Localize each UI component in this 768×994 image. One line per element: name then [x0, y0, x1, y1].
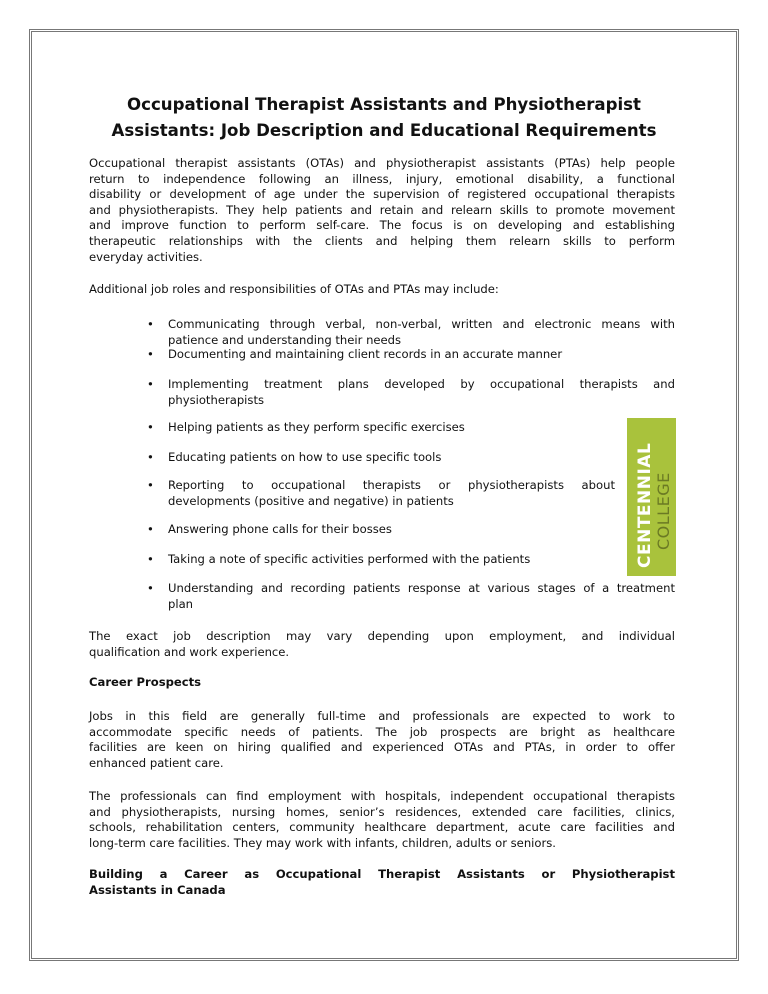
- list-item-text: [168, 347, 675, 363]
- text-line: Taking a note of specific activities performed with the patients: [168, 552, 531, 566]
- job-note-paragraph: [89, 629, 675, 660]
- text-line: and physiotherapists. They help patients and retain and relearn skills to promote movement: [89, 202, 675, 217]
- text-line: schools, rehabilitation centers, community healthcare department, acute care facilities and: [89, 820, 675, 835]
- text-line: Additional job roles and responsibilities of OTAs and PTAs may include:: [89, 282, 499, 296]
- text-line: facilities are keen on hiring qualified and experienced OTAs and PTAs, in order to offer: [89, 740, 675, 755]
- intro-paragraph: [89, 156, 675, 265]
- text-line: disability or development of age under the supervision of registered occupational therapists: [89, 187, 675, 202]
- text-line: long-term care facilities. They may work with infants, children, adults or seniors.: [89, 835, 556, 850]
- text-line: Implementing treatment plans developed by occupational therapists and: [168, 377, 675, 391]
- text-line: Documenting and maintaining client records in an accurate manner: [168, 347, 563, 361]
- text-line: Assistants in Canada: [89, 882, 226, 897]
- text-line: Jobs in this field are generally full-time and professionals are expected to work to: [89, 709, 675, 723]
- text-line: Answering phone calls for their bosses: [168, 522, 392, 536]
- title-line: Occupational Therapist Assistants and Physiotherapist: [127, 95, 641, 114]
- text-line: physiotherapists: [168, 392, 265, 407]
- text-line: The professionals can find employment with hospitals, independent occupational therapists: [89, 789, 675, 803]
- text-line: plan: [168, 596, 194, 611]
- career-paragraph-1: [89, 709, 675, 771]
- list-item-text: [168, 450, 615, 466]
- text-line: Building a Career as Occupational Therapist Assistants or Physiotherapist: [89, 867, 675, 881]
- text-line: developments (positive and negative) in patients: [168, 493, 454, 508]
- bullet-icon: •: [147, 522, 154, 536]
- title-line: Assistants: Job Description and Educational Requirements: [111, 121, 657, 140]
- text-line: and improve function to perform self-care. The focus is on developing and establishing: [89, 218, 675, 233]
- roles-intro-paragraph: [89, 282, 675, 298]
- list-item-text: [168, 552, 615, 568]
- text-line: Occupational therapist assistants (OTAs) and physiotherapist assistants (PTAs) help people: [89, 156, 675, 170]
- text-line: The exact job description may vary depending upon employment, and individual: [89, 629, 675, 643]
- logo-word-centennial: CENTENNIAL: [635, 442, 655, 568]
- list-item-text: [168, 317, 675, 348]
- text-line: Career Prospects: [89, 675, 202, 689]
- bullet-icon: •: [147, 420, 154, 434]
- bullet-icon: •: [147, 552, 154, 566]
- text-line: Educating patients on how to use specific tools: [168, 450, 442, 464]
- list-item-text: [168, 522, 615, 538]
- bullet-icon: •: [147, 478, 154, 492]
- text-line: therapeutic relationships with the clients and helping them relearn skills to perform: [89, 233, 675, 248]
- list-item-text: [168, 420, 615, 436]
- list-item-text: [168, 581, 675, 612]
- bullet-icon: •: [147, 450, 154, 464]
- career-prospects-heading: [89, 675, 675, 691]
- text-line: return to independence following an illness, injury, emotional disability, a functional: [89, 171, 675, 186]
- bullet-icon: •: [147, 377, 154, 391]
- list-item-text: [168, 377, 675, 408]
- centennial-college-logo: [627, 418, 676, 576]
- document-title: [60, 92, 708, 144]
- text-line: patience and understanding their needs: [168, 332, 402, 347]
- text-line: qualification and work experience.: [89, 644, 290, 659]
- text-line: everyday activities.: [89, 249, 203, 264]
- bullet-icon: •: [147, 347, 154, 361]
- text-line: Communicating through verbal, non-verbal, written and electronic means with: [168, 317, 675, 331]
- bullet-icon: •: [147, 317, 154, 331]
- list-item-text: [168, 478, 615, 509]
- building-career-heading: [89, 867, 675, 898]
- text-line: Reporting to occupational therapists or physiotherapists about: [168, 478, 615, 492]
- text-line: and physiotherapists, nursing homes, senior’s residences, extended care facilities, clinics,: [89, 804, 675, 819]
- text-line: accommodate specific needs of patients. The job prospects are bright as healthcare: [89, 724, 675, 739]
- text-line: enhanced patient care.: [89, 755, 224, 770]
- text-line: Helping patients as they perform specific exercises: [168, 420, 465, 434]
- text-line: Understanding and recording patients response at various stages of a treatment: [168, 581, 675, 595]
- bullet-icon: •: [147, 581, 154, 595]
- logo-word-college: COLLEGE: [654, 472, 673, 550]
- career-paragraph-2: [89, 789, 675, 851]
